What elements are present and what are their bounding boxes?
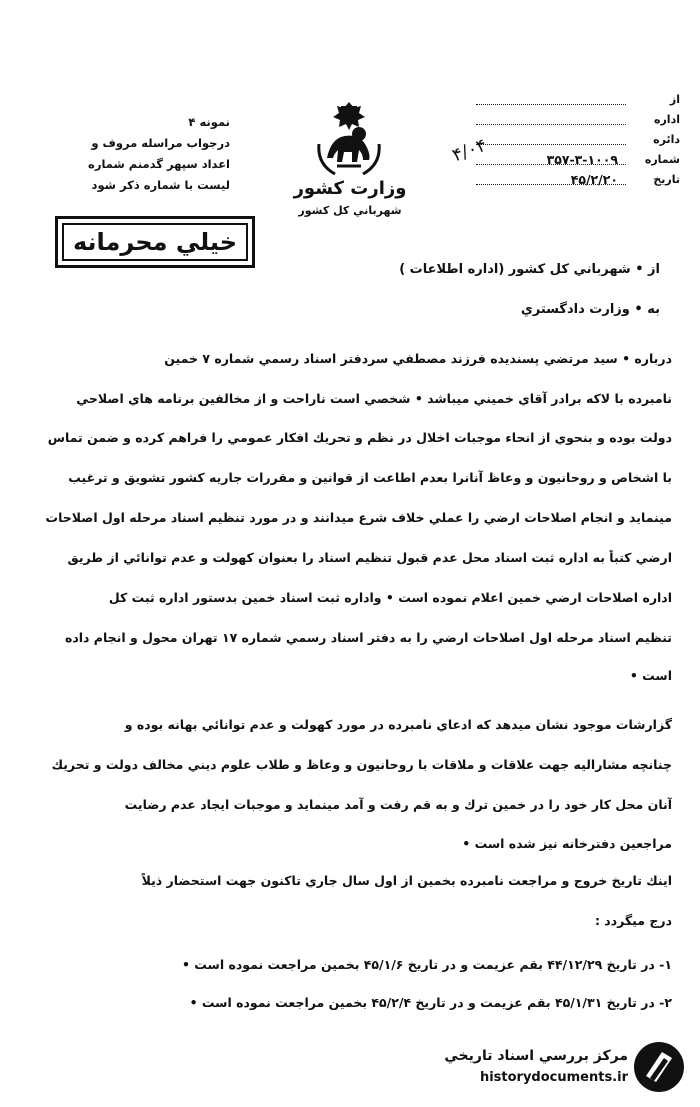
- body-line: درباره • سيد مرتضي پسنديده فرزند مصطفي سردفتر اسناد رسمي شماره ۷ خمين: [164, 351, 672, 366]
- body-line: ۱- در تاريخ ۴۴/۱۲/۲۹ بقم عزيمت و در تاريخ ۴۵/۱/۶ بخمين مراجعت نموده است •: [181, 957, 672, 972]
- body-line: مراجعين دفترخانه نيز شده است •: [462, 836, 672, 851]
- reply-instruction-note: [40, 112, 230, 196]
- body-line: اداره اصلاحات ارضي خمين اعلام نموده است • واداره ثبت اسناد خمين بدستور اداره ثبت كل: [108, 590, 672, 605]
- body-line: گزارشات موجود نشان ميدهد كه ادعاي نامبرده در مورد كهولت و عدم توانائي بهانه بوده و: [124, 717, 672, 732]
- body-line: اينك تاريخ خروج و مراجعت نامبرده بخمين از اول سال جاري تاكنون جهت استحضار ذيلاً: [141, 873, 672, 888]
- stamp-text: خيلي محرمانه: [62, 223, 248, 261]
- field-from: از: [430, 90, 680, 110]
- ministry-name: وزارت كشور: [293, 178, 407, 199]
- body-line: نامبرده با لاكه برادر آقاي خميني ميباشد • شخصي است ناراحت و از مخالفين برنامه هاي اصلاحي: [76, 391, 672, 406]
- field-office: اداره: [430, 110, 680, 130]
- body-line: درج ميگردد :: [594, 913, 672, 928]
- body-line: تنظيم اسناد مرحله اول اصلاحات ارضي را به دفتر اسناد رسمي شماره ۱۷ تهران محول و انجام داده: [64, 630, 672, 645]
- note-line: ليست با شماره ذكر شود: [91, 178, 230, 192]
- to-line: به • وزارت دادگستري: [520, 302, 660, 317]
- from-line: از • شهرباني كل كشور (اداره اطلاعات ): [399, 262, 660, 277]
- confidential-stamp: [55, 216, 255, 268]
- field-division: دائره: [430, 130, 680, 150]
- body-line: مينمايد و انجام اصلاحات ارضي را عملي خلاف شرع ميدانند و در مورد تنظيم اسناد مرحله اول اصلاحات: [45, 510, 672, 525]
- handwritten-note: ۴/۰۴: [449, 134, 490, 167]
- body-line: ۲- در تاريخ ۴۵/۱/۳۱ بقم عزيمت و در تاريخ ۴۵/۲/۴ بخمين مراجعت نموده است •: [189, 995, 672, 1010]
- body-line: دولت بوده و بنحوي از انحاء موجبات اخلال در نظم و تحريك افكار عمومي را فراهم كرده و ضمن تماس: [47, 430, 672, 445]
- archive-logo-icon: [632, 1040, 686, 1094]
- body-line: آنان محل كار خود را در خمين ترك و به قم رفت و آمد مينمايد و موجبات ايجاد عدم رضايت: [124, 797, 672, 812]
- body-line: چنانچه مشاراليه جهت علاقات و ملاقات با روحانيون و وعاظ و طلاب علوم ديني مخالف دولت و تحريك: [51, 757, 672, 772]
- lion-and-sun-emblem-icon: [317, 100, 381, 176]
- note-line: نمونه ۴: [188, 115, 230, 129]
- field-number: شماره ۳۵۷-۳-۱۰۰۹: [430, 150, 680, 170]
- note-line: درجواب مراسله مروف و: [91, 136, 230, 150]
- body-line: است •: [629, 668, 672, 683]
- archive-url: historydocuments.ir: [479, 1070, 628, 1085]
- archive-center-name: مركز بررسي اسناد تاريخي: [444, 1048, 628, 1064]
- body-line: ارضي كتباً به اداره ثبت اسناد محل عدم قبول تنظيم اسناد را بعنوان كهولت و عدم توانائي از طريق: [67, 550, 672, 565]
- note-line: اعداد سپهر گدمنم شماره: [88, 157, 230, 171]
- department-name: شهرباني كل كشور: [298, 204, 402, 217]
- body-line: با اشخاص و روحانيون و وعاظ آنانرا بعدم اطاعت از قوانين و مقررات جاريه كشور تشويق و ترغيب: [68, 470, 672, 485]
- field-date: تاريخ ۴۵/۲/۲۰: [430, 170, 680, 190]
